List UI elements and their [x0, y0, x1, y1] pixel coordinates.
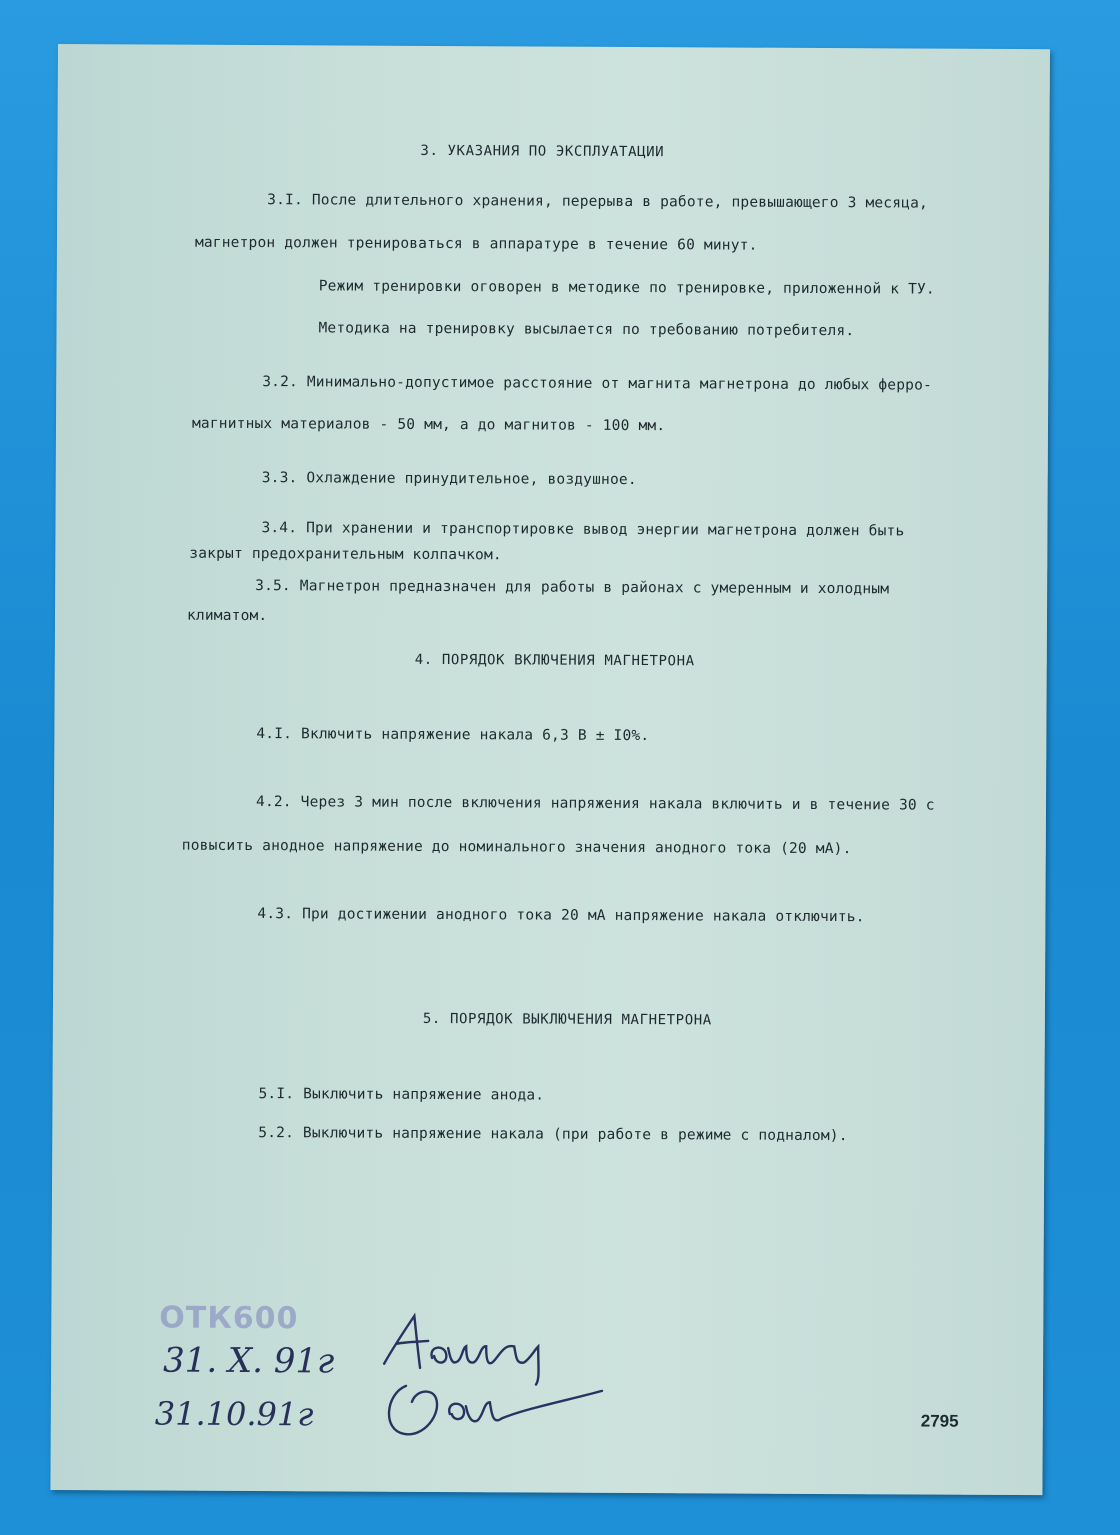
document-sheet — [50, 44, 1050, 1495]
text-line: закрыт предохранительным колпачком. — [189, 545, 502, 564]
text-line: магнитных материалов - 50 мм, а до магнитов - 100 мм. — [191, 415, 666, 435]
text-line: повысить анодное напряжение до номинального значения анодного тока (20 мА). — [181, 837, 852, 858]
handwritten-date: 31. X. 91г — [163, 1340, 335, 1382]
text-line: 4.3. При достижении анодного тока 20 мА напряжение накала отключить. — [257, 906, 865, 926]
handwritten-signature — [376, 1306, 607, 1457]
section-4-title: 4. ПОРЯДОК ВКЛЮЧЕНИЯ МАГНЕТРОНА — [414, 651, 695, 670]
text-line: 3.4. При хранении и транспортировке вывод энергии магнетрона должен быть — [261, 520, 905, 540]
text-line: климатом. — [186, 607, 268, 625]
section-3-title: 3. УКАЗАНИЯ ПО ЭКСПЛУАТАЦИИ — [420, 142, 665, 161]
text-line: Режим тренировки оговорен в методике по тренировке, приложенной к ТУ. — [318, 278, 935, 298]
text-line: 5.I. Выключить напряжение анода. — [258, 1086, 545, 1104]
text-line: магнетрон должен тренироваться в аппаратуре в течение 60 минут. — [194, 234, 758, 254]
text-line: 3.2. Минимально-допустимое расстояние от магнита магнетрона до любых ферро- — [262, 374, 932, 394]
text-line: 5.2. Выключить напряжение накала (при работе в режиме с подналом). — [258, 1125, 848, 1145]
text-line: 4.I. Включить напряжение накала 6,3 В ± I0%. — [256, 726, 650, 745]
text-line: 4.2. Через 3 мин после включения напряжения накала включить и в течение 30 с — [255, 794, 935, 814]
text-line: Методика на тренировку высылается по требованию потребителя. — [318, 320, 855, 340]
text-line: 3.I. После длительного хранения, перерыва в работе, превышающего 3 месяца, — [267, 192, 929, 212]
text-line: 3.3. Охлаждение принудительное, воздушное. — [261, 470, 637, 489]
section-5-title: 5. ПОРЯДОК ВЫКЛЮЧЕНИЯ МАГНЕТРОНА — [422, 1010, 712, 1029]
page-number: 2795 — [920, 1411, 959, 1431]
text-line: 3.5. Магнетрон предназначен для работы в районах с умеренным и холодным — [255, 578, 890, 598]
handwritten-date: 31.10.91г — [154, 1394, 314, 1434]
otk-stamp: ОТК600 — [159, 1300, 299, 1337]
